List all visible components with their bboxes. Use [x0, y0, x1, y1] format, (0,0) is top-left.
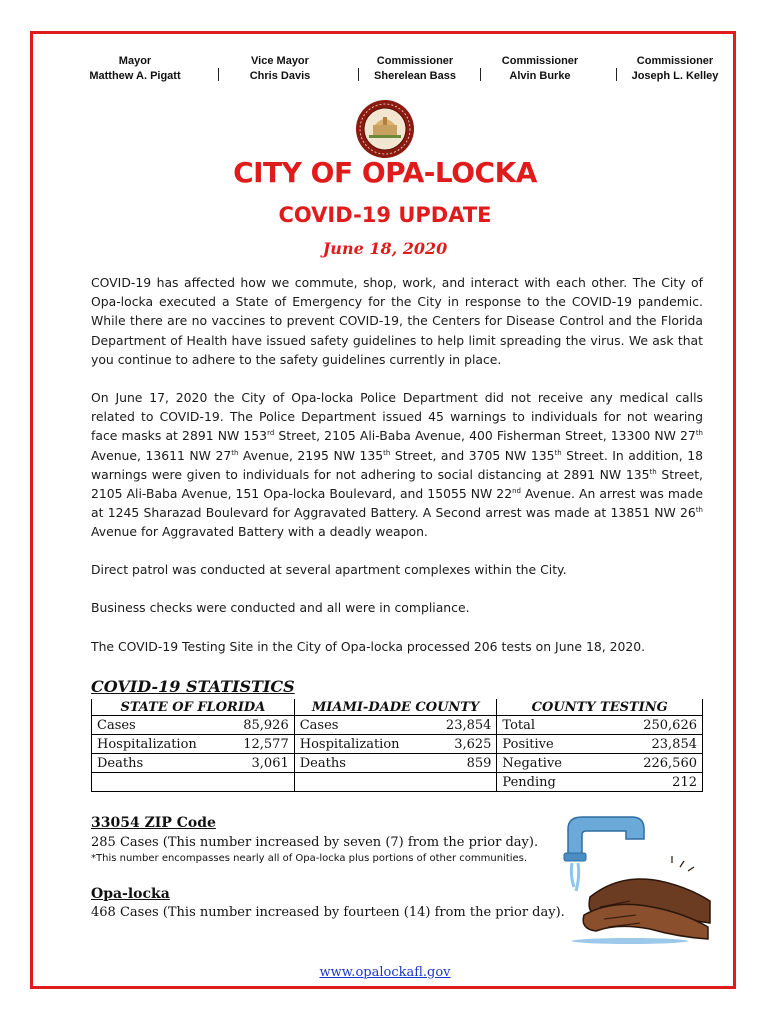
header-miami-dade: MIAMI-DADE COUNTY [294, 699, 497, 716]
stat-value: 226,560 [643, 755, 697, 771]
official-name: Joseph L. Kelley [631, 70, 719, 82]
ordinal-suffix: nd [512, 487, 521, 496]
header-florida: STATE OF FLORIDA [92, 699, 295, 716]
table-row [92, 735, 703, 754]
opalocka-cases: 468 Cases (This number increased by fourteen (14) from the prior day). [91, 905, 565, 920]
police-text: Avenue, 2195 NW 135 [238, 447, 384, 463]
florida-cell [92, 754, 295, 773]
testing-paragraph: The COVID-19 Testing Site in the City of Opa-locka processed 206 tests on June 18, 2020. [91, 639, 646, 654]
stat-value: 3,061 [251, 755, 289, 771]
table-row [92, 754, 703, 773]
florida-cell [92, 716, 295, 735]
ordinal-suffix: rd [267, 429, 275, 438]
zip-cases: 285 Cases (This number increased by seven (7) from the prior day). [91, 835, 539, 850]
zip-note: *This number encompasses nearly all of Opa-locka plus portions of other communities. [91, 853, 528, 864]
stat-label: Cases [97, 717, 136, 733]
official-mayor [80, 54, 190, 84]
empty-cell [294, 773, 497, 792]
update-date: June 18, 2020 [322, 239, 448, 258]
official-commissioner-burke [490, 54, 590, 84]
stat-label: Positive [502, 736, 554, 752]
police-text: Avenue for Aggravated Battery with a deadly weapon. [91, 524, 428, 540]
stat-label: Total [502, 717, 536, 733]
official-title: Commissioner [501, 55, 579, 67]
table-row [92, 716, 703, 735]
ordinal-suffix: th [554, 448, 562, 457]
official-separator [218, 68, 219, 81]
stat-value: 859 [466, 755, 492, 771]
stat-label: Hospitalization [299, 736, 400, 752]
police-paragraph [91, 388, 703, 542]
ordinal-suffix: th [695, 429, 703, 438]
page-subtitle: COVID-19 UPDATE [278, 203, 492, 227]
testing-cell [497, 735, 703, 754]
testing-cell [497, 754, 703, 773]
official-separator [616, 68, 617, 81]
stat-label: Pending [502, 774, 556, 790]
stat-value: 212 [672, 774, 697, 790]
testing-cell [497, 773, 703, 792]
official-separator [480, 68, 481, 81]
police-text: Street. In addition, 18 warnings were given to individuals for not adhering to social distancing at 2891 NW 135 [91, 447, 703, 482]
official-name: Chris Davis [249, 70, 311, 82]
officials-header [80, 54, 730, 88]
police-text: Avenue. An arrest was made at 1245 Sharazad Boulevard for Aggravated Battery. A Second arrest was made at 13851 NW 26 [91, 486, 703, 521]
empty-cell [92, 773, 295, 792]
stat-value: 250,626 [643, 717, 697, 733]
stat-value: 85,926 [243, 717, 289, 733]
stat-label: Deaths [97, 755, 144, 771]
stat-label: Cases [299, 717, 339, 733]
official-commissioner-bass [365, 54, 465, 84]
city-seal-icon [355, 99, 415, 159]
official-name: Matthew A. Pigatt [89, 70, 181, 82]
ordinal-suffix: th [649, 467, 657, 476]
hand-washing-icon [560, 815, 720, 945]
police-text: Street, 2105 Ali-Baba Avenue, 400 Fisherman Street, 13300 NW 27 [274, 428, 696, 444]
table-row [92, 773, 703, 792]
stats-header-row [92, 699, 703, 716]
police-text: Avenue, 13611 NW 27 [91, 447, 232, 463]
header-testing: COUNTY TESTING [497, 699, 703, 716]
stats-title: COVID-19 STATISTICS [91, 677, 295, 696]
stat-value: 12,577 [243, 736, 289, 752]
stat-label: Negative [502, 755, 562, 771]
stats-table [91, 699, 703, 792]
official-title: Commissioner [376, 55, 454, 67]
stat-value: 23,854 [445, 717, 492, 733]
page-title: CITY OF OPA-LOCKA [233, 156, 537, 189]
official-vice-mayor [230, 54, 330, 84]
ordinal-suffix: th [695, 506, 703, 515]
official-commissioner-kelley [620, 54, 730, 84]
official-title: Commissioner [636, 55, 714, 67]
ordinal-suffix: th [383, 448, 391, 457]
police-text: Street, and 3705 NW 135 [390, 447, 555, 463]
zip-heading: 33054 ZIP Code [91, 815, 216, 831]
stat-label: Deaths [299, 755, 346, 771]
miami-cell [294, 716, 497, 735]
official-title: Mayor [118, 55, 152, 67]
official-name: Alvin Burke [509, 70, 571, 82]
stat-value: 3,625 [454, 736, 492, 752]
business-paragraph: Business checks were conducted and all were in compliance. [91, 600, 470, 615]
stat-label: Hospitalization [97, 736, 197, 752]
website-link[interactable]: www.opalockafl.gov [319, 965, 451, 980]
police-text: Street, 2105 Ali-Baba Avenue, 151 Opa-locka Boulevard, and 15055 NW 22 [91, 466, 703, 502]
miami-cell [294, 754, 497, 773]
testing-cell [497, 716, 703, 735]
official-separator [358, 68, 359, 81]
police-text: On June 17, 2020 the City of Opa-locka Police Department did not receive any medical calls related to COVID-19. The Police Department issued 45 warnings to individuals for not wearing face masks at 2891 NW 153 [91, 390, 703, 444]
miami-cell [294, 735, 497, 754]
ordinal-suffix: th [231, 448, 239, 457]
official-name: Sherelean Bass [374, 70, 456, 82]
patrol-paragraph: Direct patrol was conducted at several apartment complexes within the City. [91, 562, 567, 577]
intro-paragraph: COVID-19 has affected how we commute, shop, work, and interact with each other. The City of Opa-locka executed a State of Emergency for the City in response to the COVID-19 pandemic. While there are no vaccines to prevent COVID-19, the Centers for Disease Control and the Florida Department of Health have issued safety guidelines to help limit spreading the virus. We ask that you continue to adhere to the safety guidelines currently in place. [91, 275, 703, 367]
opalocka-heading: Opa-locka [91, 886, 170, 902]
florida-cell [92, 735, 295, 754]
website-link-wrapper [0, 965, 770, 980]
stat-value: 23,854 [651, 736, 697, 752]
official-title: Vice Mayor [251, 55, 309, 67]
